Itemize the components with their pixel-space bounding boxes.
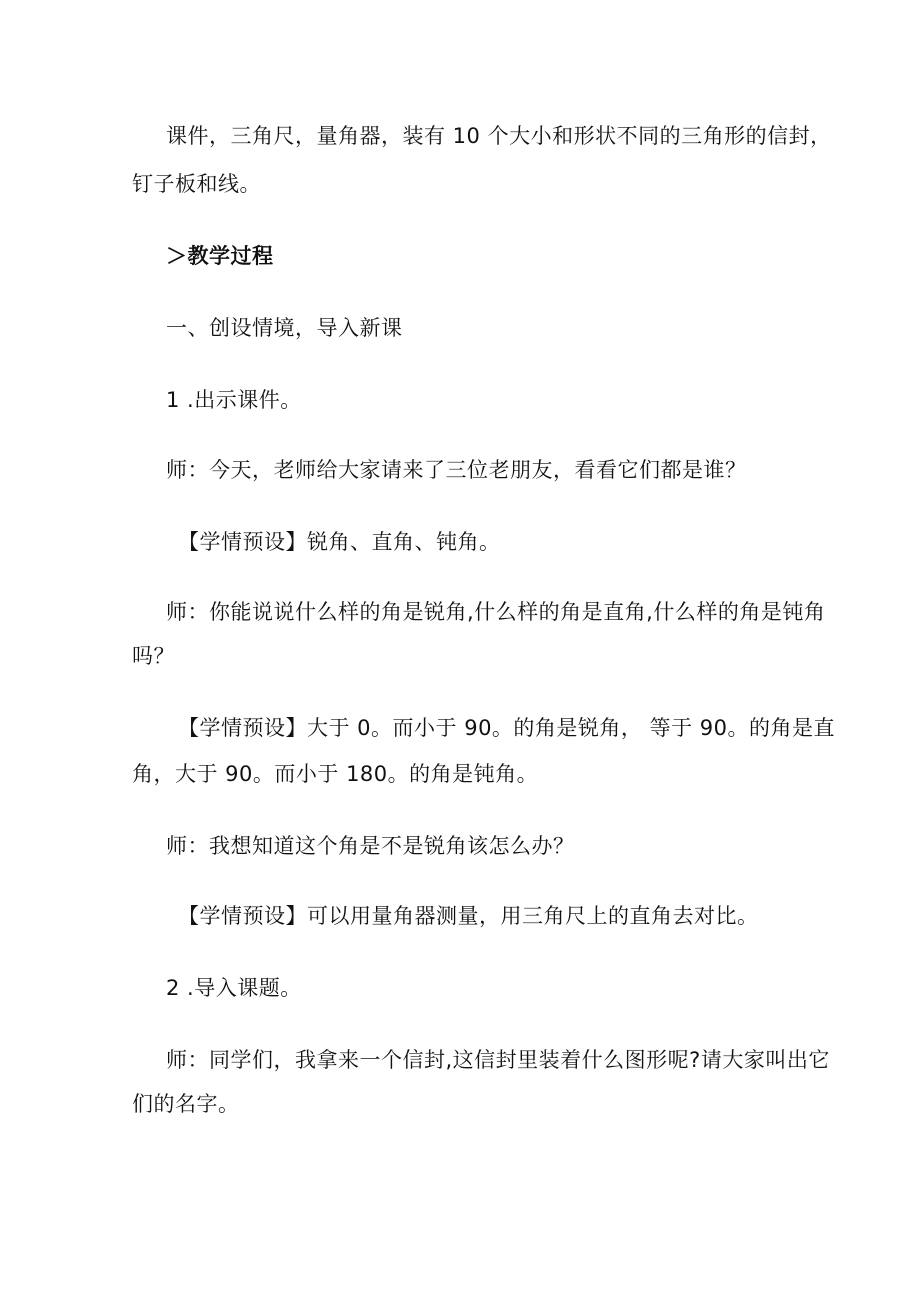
preset-3: 【学情预设】可以用量角器测量，用三角尺上的直角去对比。: [178, 904, 759, 928]
step-2: 2 .导入课题。: [166, 976, 302, 1000]
teacher-line-3: 师：我想知道这个角是不是锐角该怎么办？: [166, 834, 575, 858]
materials-line-2: 钉子板和线。: [132, 172, 261, 196]
teacher-line-1: 师：今天，老师给大家请来了三位老朋友，看看它们都是谁？: [166, 458, 747, 482]
preset-1: 【学情预设】锐角、直角、钝角。: [178, 530, 501, 554]
section-heading: ＞教学过程: [166, 244, 274, 268]
preset-2a: 【学情预设】大于 0。而小于 90。的角是锐角， 等于 90。的角是直: [178, 716, 836, 740]
part1-title: 一、创设情境，导入新课: [166, 316, 403, 340]
teacher-line-2a: 师：你能说说什么样的角是锐角,什么样的角是直角,什么样的角是钝角: [166, 600, 826, 624]
teacher-line-4a: 师：同学们，我拿来一个信封,这信封里装着什么图形呢?请大家叫出它: [166, 1048, 830, 1072]
materials-line-1: 课件，三角尺，量角器，装有 10 个大小和形状不同的三角形的信封，: [166, 124, 832, 148]
step-1: 1 .出示课件。: [166, 388, 302, 412]
teacher-line-4b: 们的名字。: [132, 1092, 240, 1116]
preset-2b: 角，大于 90。而小于 180。的角是钝角。: [132, 762, 539, 786]
teacher-line-2b: 吗？: [132, 644, 175, 668]
